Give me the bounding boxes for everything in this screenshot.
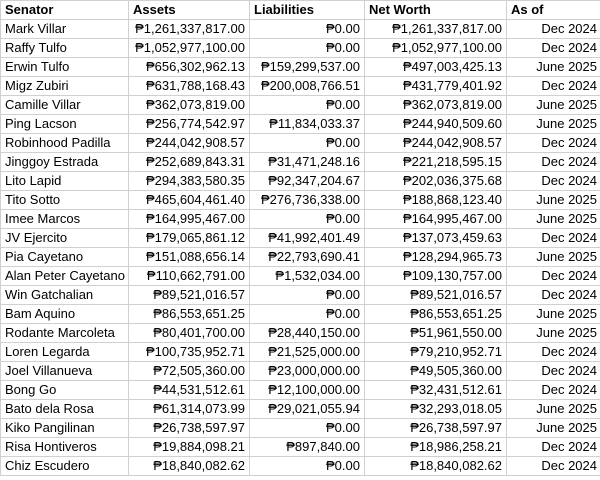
table-row [1, 438, 600, 457]
cell-assets[interactable]: ₱362,073,819.00 [129, 96, 250, 115]
cell-as-of[interactable]: Dec 2024 [507, 20, 600, 39]
cell-senator[interactable]: Ping Lacson [1, 115, 129, 134]
table-row [1, 191, 600, 210]
cell-senator[interactable]: Win Gatchalian [1, 286, 129, 305]
cell-senator[interactable]: Kiko Pangilinan [1, 419, 129, 438]
cell-liabilities[interactable]: ₱22,793,690.41 [250, 248, 365, 267]
cell-net-worth[interactable]: ₱79,210,952.71 [365, 343, 507, 362]
cell-liabilities[interactable]: ₱0.00 [250, 286, 365, 305]
cell-senator[interactable]: Mark Villar [1, 20, 129, 39]
cell-assets[interactable]: ₱252,689,843.31 [129, 153, 250, 172]
table-row [1, 153, 600, 172]
cell-senator[interactable]: Erwin Tulfo [1, 58, 129, 77]
cell-liabilities[interactable]: ₱41,992,401.49 [250, 229, 365, 248]
header-as-of[interactable]: As of [507, 1, 600, 20]
cell-senator[interactable]: Joel Villanueva [1, 362, 129, 381]
cell-assets[interactable]: ₱110,662,791.00 [129, 267, 250, 286]
cell-net-worth[interactable]: ₱1,261,337,817.00 [365, 20, 507, 39]
table-row [1, 324, 600, 343]
header-assets[interactable]: Assets [129, 1, 250, 20]
cell-net-worth[interactable]: ₱431,779,401.92 [365, 77, 507, 96]
cell-net-worth[interactable]: ₱109,130,757.00 [365, 267, 507, 286]
table-row [1, 381, 600, 400]
table-row [1, 20, 600, 39]
cell-as-of[interactable]: Dec 2024 [507, 381, 600, 400]
table-row [1, 248, 600, 267]
cell-senator[interactable]: Raffy Tulfo [1, 39, 129, 58]
cell-liabilities[interactable]: ₱0.00 [250, 96, 365, 115]
cell-as-of[interactable]: Dec 2024 [507, 286, 600, 305]
cell-liabilities[interactable]: ₱12,100,000.00 [250, 381, 365, 400]
cell-as-of[interactable]: Dec 2024 [507, 77, 600, 96]
cell-liabilities[interactable]: ₱11,834,033.37 [250, 115, 365, 134]
cell-assets[interactable]: ₱61,314,073.99 [129, 400, 250, 419]
cell-assets[interactable]: ₱18,840,082.62 [129, 457, 250, 476]
cell-net-worth[interactable]: ₱362,073,819.00 [365, 96, 507, 115]
cell-as-of[interactable]: June 2025 [507, 419, 600, 438]
cell-senator[interactable]: Chiz Escudero [1, 457, 129, 476]
cell-liabilities[interactable]: ₱31,471,248.16 [250, 153, 365, 172]
cell-net-worth[interactable]: ₱49,505,360.00 [365, 362, 507, 381]
cell-as-of[interactable]: June 2025 [507, 248, 600, 267]
cell-liabilities[interactable]: ₱0.00 [250, 419, 365, 438]
table-row [1, 305, 600, 324]
cell-as-of[interactable]: Dec 2024 [507, 267, 600, 286]
cell-as-of[interactable]: Dec 2024 [507, 39, 600, 58]
cell-as-of[interactable]: June 2025 [507, 96, 600, 115]
cell-as-of[interactable]: June 2025 [507, 210, 600, 229]
cell-assets[interactable]: ₱26,738,597.97 [129, 419, 250, 438]
cell-senator[interactable]: Bam Aquino [1, 305, 129, 324]
cell-senator[interactable]: Pia Cayetano [1, 248, 129, 267]
cell-as-of[interactable]: June 2025 [507, 305, 600, 324]
cell-assets[interactable]: ₱151,088,656.14 [129, 248, 250, 267]
cell-senator[interactable]: Imee Marcos [1, 210, 129, 229]
cell-assets[interactable]: ₱179,065,861.12 [129, 229, 250, 248]
cell-net-worth[interactable]: ₱244,042,908.57 [365, 134, 507, 153]
cell-as-of[interactable]: Dec 2024 [507, 134, 600, 153]
cell-assets[interactable]: ₱1,052,977,100.00 [129, 39, 250, 58]
cell-net-worth[interactable]: ₱32,293,018.05 [365, 400, 507, 419]
table-row [1, 96, 600, 115]
cell-assets[interactable]: ₱656,302,962.13 [129, 58, 250, 77]
cell-as-of[interactable]: June 2025 [507, 115, 600, 134]
cell-senator[interactable]: Migz Zubiri [1, 77, 129, 96]
cell-senator[interactable]: Jinggoy Estrada [1, 153, 129, 172]
cell-assets[interactable]: ₱164,995,467.00 [129, 210, 250, 229]
cell-net-worth[interactable]: ₱89,521,016.57 [365, 286, 507, 305]
cell-as-of[interactable]: Dec 2024 [507, 457, 600, 476]
cell-assets[interactable]: ₱465,604,461.40 [129, 191, 250, 210]
cell-assets[interactable]: ₱256,774,542.97 [129, 115, 250, 134]
cell-as-of[interactable]: Dec 2024 [507, 343, 600, 362]
cell-net-worth[interactable]: ₱164,995,467.00 [365, 210, 507, 229]
cell-liabilities[interactable]: ₱0.00 [250, 305, 365, 324]
cell-liabilities[interactable]: ₱159,299,537.00 [250, 58, 365, 77]
cell-senator[interactable]: Alan Peter Cayetano [1, 267, 129, 286]
table-body [1, 20, 600, 476]
cell-liabilities[interactable]: ₱0.00 [250, 134, 365, 153]
cell-assets[interactable]: ₱19,884,098.21 [129, 438, 250, 457]
cell-liabilities[interactable]: ₱28,440,150.00 [250, 324, 365, 343]
cell-net-worth[interactable]: ₱1,052,977,100.00 [365, 39, 507, 58]
table-row [1, 286, 600, 305]
cell-as-of[interactable]: Dec 2024 [507, 229, 600, 248]
table-row [1, 115, 600, 134]
cell-senator[interactable]: Risa Hontiveros [1, 438, 129, 457]
cell-net-worth[interactable]: ₱32,431,512.61 [365, 381, 507, 400]
cell-net-worth[interactable]: ₱188,868,123.40 [365, 191, 507, 210]
header-net-worth[interactable]: Net Worth [365, 1, 507, 20]
cell-net-worth[interactable]: ₱202,036,375.68 [365, 172, 507, 191]
cell-liabilities[interactable]: ₱23,000,000.00 [250, 362, 365, 381]
cell-assets[interactable]: ₱89,521,016.57 [129, 286, 250, 305]
table-row [1, 58, 600, 77]
cell-senator[interactable]: Lito Lapid [1, 172, 129, 191]
cell-senator[interactable]: Tito Sotto [1, 191, 129, 210]
cell-net-worth[interactable]: ₱244,940,509.60 [365, 115, 507, 134]
cell-net-worth[interactable]: ₱51,961,550.00 [365, 324, 507, 343]
cell-assets[interactable]: ₱44,531,512.61 [129, 381, 250, 400]
cell-assets[interactable]: ₱244,042,908.57 [129, 134, 250, 153]
table-row [1, 400, 600, 419]
header-senator[interactable]: Senator [1, 1, 129, 20]
table-row [1, 419, 600, 438]
cell-as-of[interactable]: June 2025 [507, 324, 600, 343]
cell-senator[interactable]: Loren Legarda [1, 343, 129, 362]
header-row [1, 1, 600, 20]
cell-net-worth[interactable]: ₱497,003,425.13 [365, 58, 507, 77]
cell-assets[interactable]: ₱1,261,337,817.00 [129, 20, 250, 39]
table-row [1, 362, 600, 381]
cell-net-worth[interactable]: ₱128,294,965.73 [365, 248, 507, 267]
cell-net-worth[interactable]: ₱137,073,459.63 [365, 229, 507, 248]
cell-liabilities[interactable]: ₱1,532,034.00 [250, 267, 365, 286]
cell-assets[interactable]: ₱86,553,651.25 [129, 305, 250, 324]
cell-as-of[interactable]: June 2025 [507, 58, 600, 77]
cell-assets[interactable]: ₱100,735,952.71 [129, 343, 250, 362]
header-liabilities[interactable]: Liabilities [250, 1, 365, 20]
cell-senator[interactable]: Rodante Marcoleta [1, 324, 129, 343]
cell-liabilities[interactable]: ₱0.00 [250, 210, 365, 229]
cell-liabilities[interactable]: ₱897,840.00 [250, 438, 365, 457]
cell-as-of[interactable]: June 2025 [507, 191, 600, 210]
cell-net-worth[interactable]: ₱86,553,651.25 [365, 305, 507, 324]
cell-assets[interactable]: ₱72,505,360.00 [129, 362, 250, 381]
cell-liabilities[interactable]: ₱0.00 [250, 20, 365, 39]
cell-as-of[interactable]: Dec 2024 [507, 153, 600, 172]
cell-net-worth[interactable]: ₱221,218,595.15 [365, 153, 507, 172]
cell-senator[interactable]: Bong Go [1, 381, 129, 400]
cell-senator[interactable]: Bato dela Rosa [1, 400, 129, 419]
cell-liabilities[interactable]: ₱29,021,055.94 [250, 400, 365, 419]
cell-net-worth[interactable]: ₱26,738,597.97 [365, 419, 507, 438]
table-row [1, 457, 600, 476]
table-row [1, 134, 600, 153]
cell-as-of[interactable]: June 2025 [507, 400, 600, 419]
cell-as-of[interactable]: Dec 2024 [507, 172, 600, 191]
cell-liabilities[interactable]: ₱276,736,338.00 [250, 191, 365, 210]
cell-senator[interactable]: JV Ejercito [1, 229, 129, 248]
cell-liabilities[interactable]: ₱21,525,000.00 [250, 343, 365, 362]
table-row [1, 39, 600, 58]
cell-liabilities[interactable]: ₱92,347,204.67 [250, 172, 365, 191]
table-row [1, 229, 600, 248]
cell-net-worth[interactable]: ₱18,986,258.21 [365, 438, 507, 457]
table-row [1, 267, 600, 286]
cell-as-of[interactable]: Dec 2024 [507, 438, 600, 457]
cell-net-worth[interactable]: ₱18,840,082.62 [365, 457, 507, 476]
cell-liabilities[interactable]: ₱0.00 [250, 39, 365, 58]
cell-senator[interactable]: Robinhood Padilla [1, 134, 129, 153]
cell-assets[interactable]: ₱631,788,168.43 [129, 77, 250, 96]
cell-assets[interactable]: ₱294,383,580.35 [129, 172, 250, 191]
cell-as-of[interactable]: Dec 2024 [507, 362, 600, 381]
cell-liabilities[interactable]: ₱200,008,766.51 [250, 77, 365, 96]
table-row [1, 343, 600, 362]
table-row [1, 77, 600, 96]
cell-assets[interactable]: ₱80,401,700.00 [129, 324, 250, 343]
table-row [1, 210, 600, 229]
table-row [1, 172, 600, 191]
cell-senator[interactable]: Camille Villar [1, 96, 129, 115]
cell-liabilities[interactable]: ₱0.00 [250, 457, 365, 476]
